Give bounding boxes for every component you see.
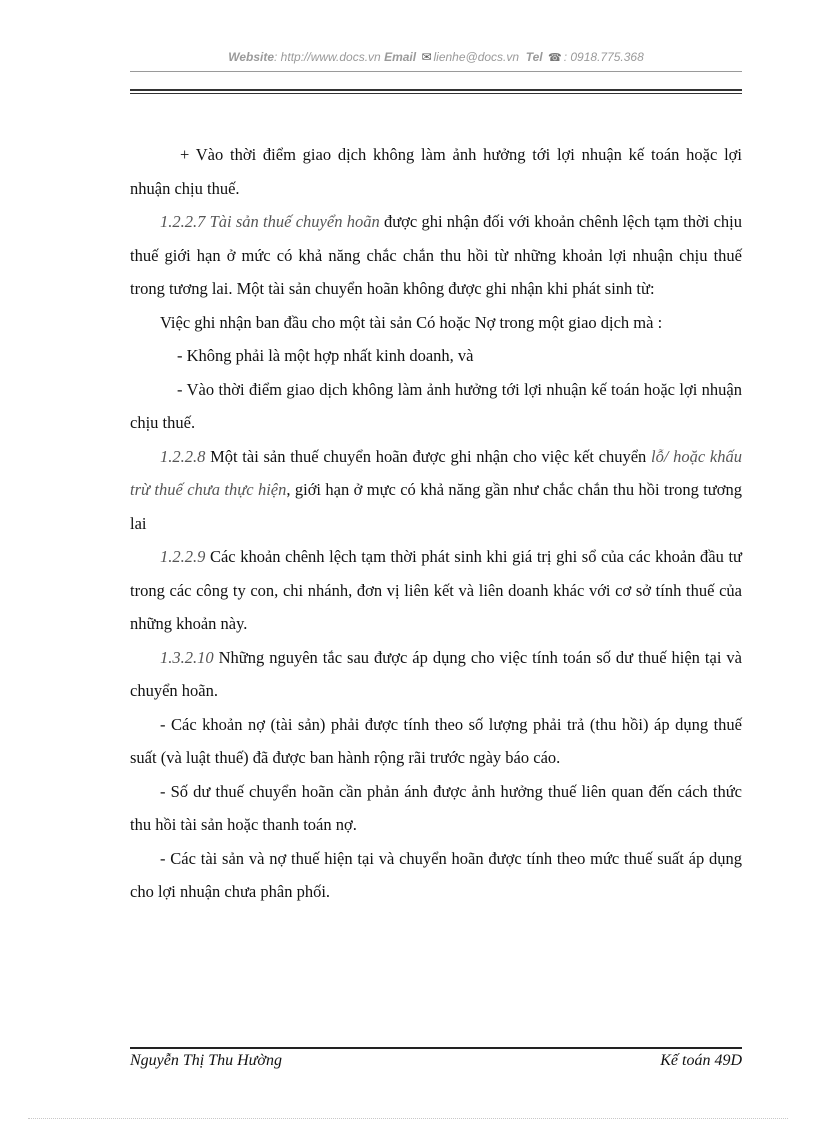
paragraph-4-text-a: Một tài sản thuế chuyển hoãn được ghi nhận cho việc kết chuyển [205, 446, 651, 466]
paragraph-1: + Vào thời điểm giao dịch không làm ảnh hưởng tới lợi nhuận kế toán hoặc lợi nhuận chịu thuế. [130, 145, 742, 198]
paragraph-6 [130, 641, 742, 708]
header-double-rule-top [130, 89, 742, 91]
paragraph-7: - Các khoản nợ (tài sản) phải được tính theo số lượng phải trả (thu hồi) áp dụng thuế suất (và luật thuế) đã được ban hành rộng rãi trước ngày báo cáo. [130, 714, 742, 767]
page-bottom-dotted-line [28, 1118, 788, 1119]
tel-label: Tel [525, 50, 543, 64]
section-ref-1228: 1.2.2.8 [160, 446, 206, 466]
section-ref-13210: 1.3.2.10 [160, 647, 214, 667]
bullet-2: - Vào thời điểm giao dịch không làm ảnh hưởng tới lợi nhuận kế toán hoặc lợi nhuận chịu thuế. [130, 379, 742, 432]
paragraph-4 [130, 440, 742, 541]
tel-number: : 0918.775.368 [563, 50, 644, 64]
paragraph-3: Việc ghi nhận ban đầu cho một tài sản Có hoặc Nợ trong một giao dịch mà : [160, 312, 663, 332]
telephone-icon: ☎ [548, 52, 562, 64]
document-body [130, 138, 742, 909]
website-label: Website [228, 50, 275, 64]
paragraph-4-italic: lỗ/ hoặc khấu trừ thuế chưa thực hiện [130, 446, 742, 499]
header-divider [130, 71, 742, 72]
paragraph-5-text: Các khoản chênh lệch tạm thời phát sinh khi giá trị ghi sổ của các khoản đầu tư trong các công ty con, chi nhánh, đơn vị liên kết và liên doanh khác với cơ sở tính thuế của những khoản này. [130, 547, 742, 633]
paragraph-6-text: Những nguyên tắc sau được áp dụng cho việc tính toán số dư thuế hiện tại và chuyển hoãn. [130, 647, 742, 700]
footer-author: Nguyễn Thị Thu Hường [130, 1052, 282, 1069]
page-header [130, 50, 742, 64]
paragraph-9: - Các tài sản và nợ thuế hiện tại và chuyển hoãn được tính theo mức thuế suất áp dụng cho lợi nhuận chưa phân phối. [130, 848, 742, 901]
paragraph-5 [130, 540, 742, 641]
envelope-icon: ✉ [421, 50, 432, 64]
bullet-1: - Không phải là một hợp nhất kinh doanh, và [177, 346, 474, 365]
email-address[interactable]: lienhe@docs.vn [433, 50, 520, 64]
paragraph-4-text-b: , giới hạn ở mực có khả năng gần như chắc chắn thu hồi trong tương lai [130, 480, 742, 533]
footer-class: Kế toán 49D [660, 1052, 742, 1069]
paragraph-8: - Số dư thuế chuyển hoãn cần phản ánh được ảnh hưởng thuế liên quan đến cách thức thu hồi tài sản hoặc thanh toán nợ. [130, 781, 742, 834]
header-double-rule-bottom [130, 93, 742, 94]
website-url[interactable]: : http://www.docs.vn [274, 50, 381, 64]
paragraph-2-text: được ghi nhận đối với khoản chênh lệch tạm thời chịu thuế giới hạn ở mức có khả năng chắc chắn thu hồi từ những khoản lợi nhuận chịu thuế trong tương lai. Một tài sản chuyển hoãn không được ghi nhận khi phát sinh từ: [130, 212, 743, 298]
footer-divider [130, 1047, 742, 1049]
paragraph-2 [130, 205, 742, 306]
section-ref-1229: 1.2.2.9 [160, 547, 206, 566]
email-label: Email [384, 50, 417, 64]
section-ref-1227: 1.2.2.7 Tài sản thuế chuyển hoãn [160, 212, 380, 231]
